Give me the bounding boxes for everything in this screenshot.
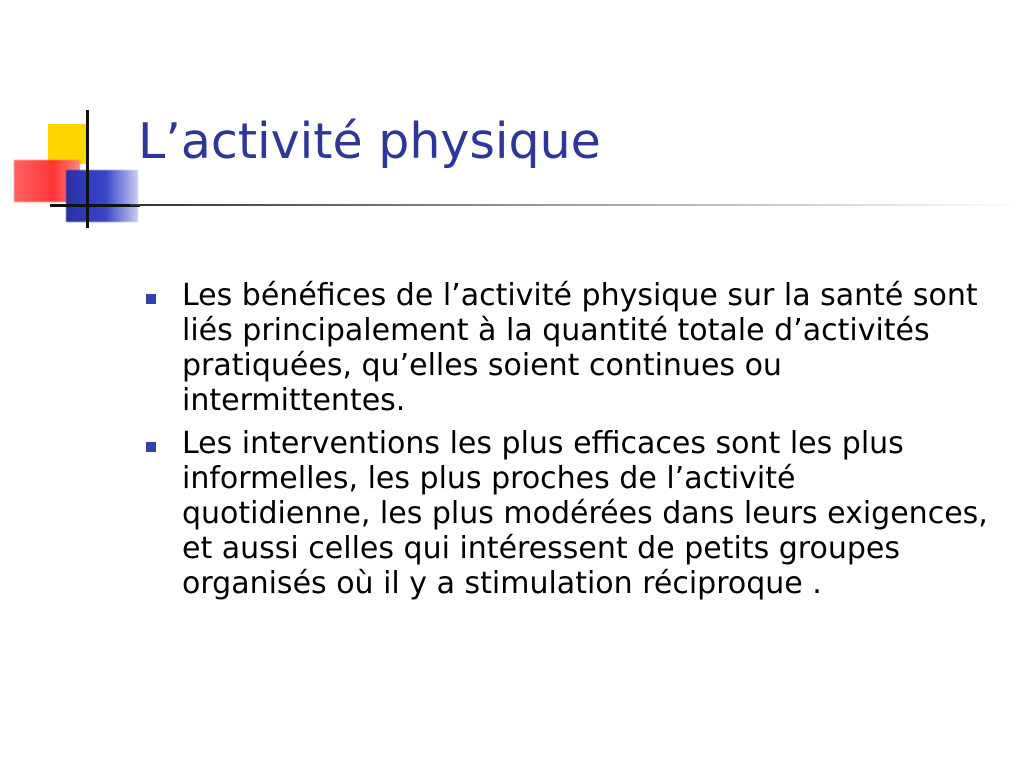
blue-square-decoration <box>66 170 138 222</box>
square-bullet-icon <box>146 442 156 452</box>
bullet-text: Les interventions les plus efficaces sont les plus informelles, les plus proches de l’activité quotidienne, les plus modérées dans leurs exigences, et aussi celles qui intéressent de petits groupes organisés où il y a stimulation réciproque . <box>182 426 988 601</box>
red-square-decoration <box>14 160 80 202</box>
bullet-text: Les bénéfices de l’activité physique sur la santé sont liés principalement à la quantité totale d’activités pratiquées, qu’elles soient continues ou intermittentes. <box>182 278 978 418</box>
yellow-square-decoration <box>48 124 86 164</box>
square-bullet-icon <box>146 294 156 304</box>
bullet-item <box>144 426 992 601</box>
title-underline <box>130 204 1024 206</box>
horizontal-rule-dark <box>50 204 140 207</box>
slide-title: L’activité physique <box>138 113 601 170</box>
bullet-item <box>144 278 992 418</box>
bullet-list <box>144 278 992 601</box>
vertical-rule <box>86 110 89 228</box>
slide-content <box>144 278 992 609</box>
